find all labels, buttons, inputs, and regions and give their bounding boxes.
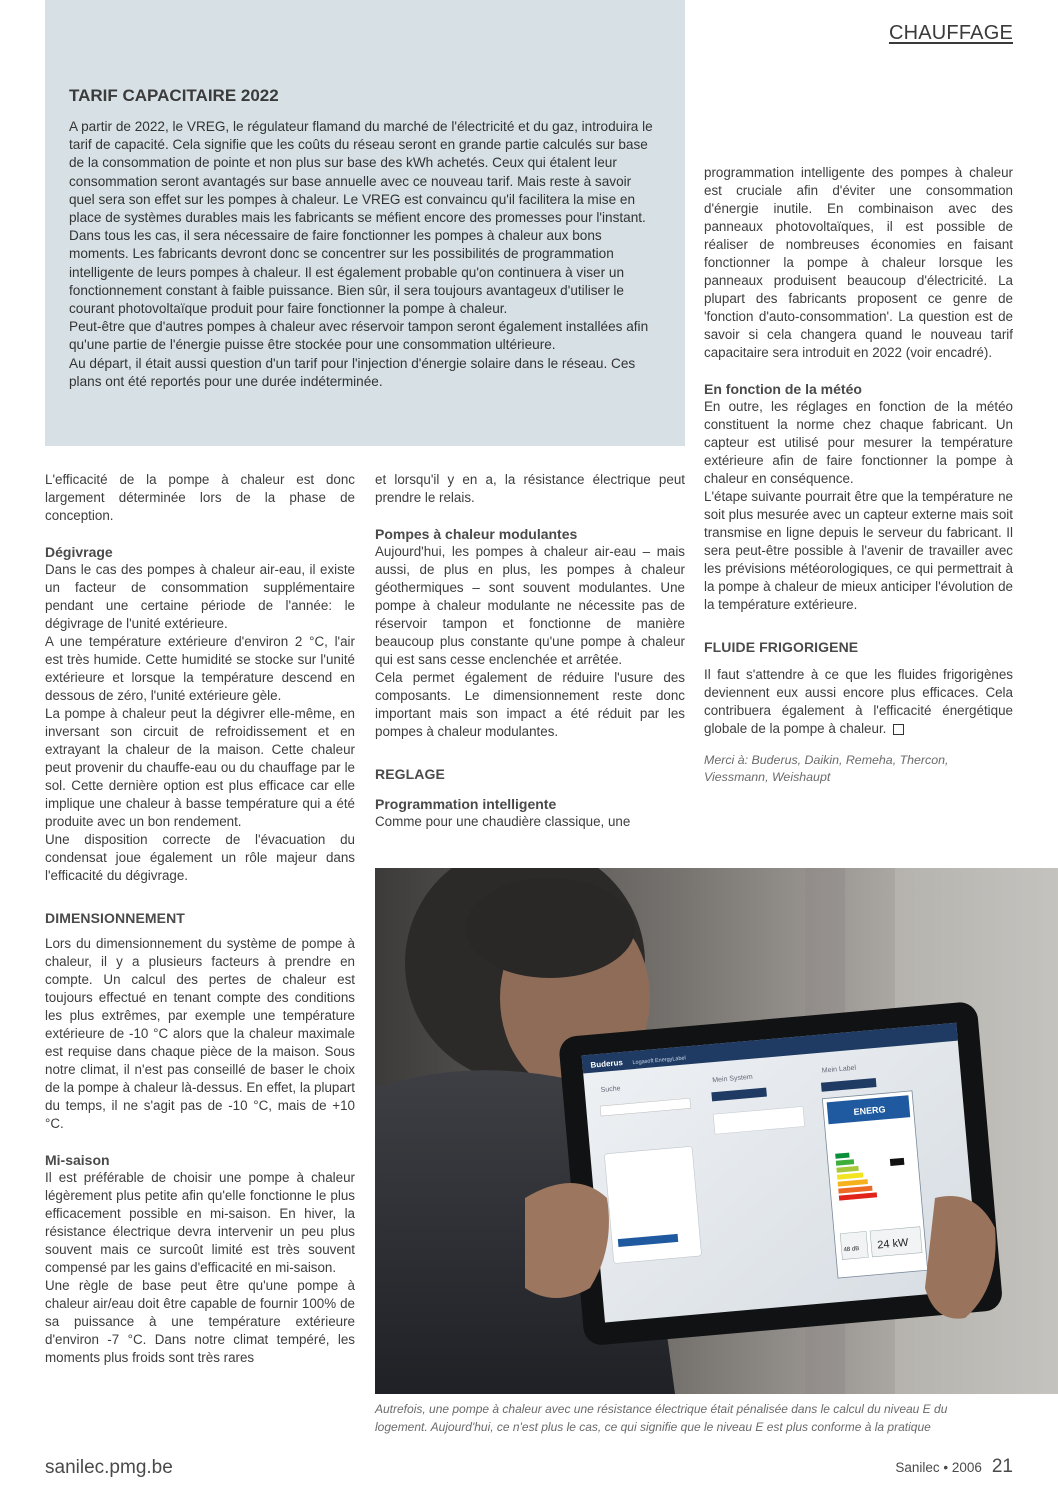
- paragraph: Dans le cas des pompes à chaleur air-eau, il existe un facteur de consommation supplémentaire pendant une certaine période de l'année: le dégivrage de l'unité extérieure.: [45, 562, 355, 631]
- column-middle: [375, 471, 685, 831]
- footer-issue: Sanilec • 2006: [895, 1460, 982, 1475]
- info-box-paragraph: A partir de 2022, le VREG, le régulateur flamand du marché de l'électricité et du gaz, introduira le tarif de capacité. Cela signifie que les coûts du réseau seront en grande partie calculés sur base de la consommation de pointe et non plus sur base des kWh achetés. Ceux qui étalent leur consommation seront avantagés sur base annuelle avec ce nouveau tarif. Mais reste à savoir quel sera son effet sur les pompes à chaleur. Le VREG est convaincu qu'il facilitera la mise en place de systèmes durables mais les fabricants se méfient encore des promesses pour l'instant.: [69, 119, 653, 226]
- paragraph: Comme pour une chaudière classique, une: [375, 814, 631, 829]
- column-left: [45, 471, 355, 1367]
- tablet-photo: [375, 868, 1058, 1394]
- paragraph: et lorsqu'il y en a, la résistance électrique peut prendre le relais.: [375, 472, 685, 505]
- heading-fluide: FLUIDE FRIGORIGENE: [704, 639, 859, 655]
- paragraph: La pompe à chaleur peut la dégivrer elle-même, en inversant son circuit de refroidissement et en extrayant la chaleur de la maison. Cette chaleur peut provenir du chauffe-eau ou du chauffage par le sol. Cette dernière option est plus efficace car elle implique une chaleur à basse température qui a été produite avec un bon rendement.: [45, 706, 355, 829]
- info-box-paragraph: Dans tous les cas, il sera nécessaire de faire fonctionner les pompes à chaleur aux bons moments. Les fabricants devront donc se concentrer sur les possibilités de programmation intelligente de leurs pompes à chaleur. Il est également probable qu'on continuera à viser un fonctionnement constant à faible puissance. Bien sûr, il sera toujours avantageux d'utiliser le courant photovoltaïque produit pour faire fonctionner la pompe à chaleur.: [69, 228, 625, 317]
- end-square-icon: [893, 724, 904, 735]
- paragraph: Il est préférable de choisir une pompe à chaleur légèrement plus petite afin qu'elle fonctionne le plus efficacement possible en mi-saison. En hiver, la résistance électrique devra intervenir un peu plus souvent mais ce surcoût limité est très souvent compensé par les gains d'efficacité en mi-saison.: [45, 1170, 355, 1275]
- noise-value: 48 dB: [843, 1246, 860, 1254]
- paragraph-text: Il faut s'attendre à ce que les fluides frigorigènes deviennent eux aussi encore plus efficaces. Cela contribuera également à l'efficacité énergétique globale de la pompe à chaleur.: [704, 667, 1013, 736]
- subheading-pompes-modulantes: Pompes à chaleur modulantes: [375, 526, 578, 542]
- info-box-paragraph: Peut-être que d'autres pompes à chaleur avec réservoir tampon seront également installées afin qu'une partie de l'énergie puisse être stockée pour une consommation ultérieure.: [69, 319, 649, 353]
- paragraph: Une règle de base peut être qu'une pompe à chaleur air/eau doit être capable de fournir 100% de sa puissance à une température extérieure d'environ -7 °C. Dans notre climat tempéré, les moments plus froids sont très rares: [45, 1278, 355, 1365]
- paragraph: Aujourd'hui, les pompes à chaleur air-eau – mais aussi, de plus en plus, les pompes à chaleur géothermiques – sont souvent modulantes. Une pompe à chaleur modulante ne nécessite pas de réservoir tampon et fonctionne de manière beaucoup plus constante qu'une pompe à chaleur qui est sans cesse enclenchée et arrêtée.: [375, 544, 685, 667]
- paragraph: Une disposition correcte de l'évacuation du condensat joue également un rôle majeur dans l'efficacité du dégivrage.: [45, 832, 355, 883]
- paragraph: programmation intelligente des pompes à chaleur est cruciale afin d'éviter une consommation d'énergie inutile. En combinaison avec des panneaux photovoltaïques, il est possible de réaliser de nombreuses économies en faisant fonctionner la pompe à chaleur lorsque les panneaux produisent beaucoup d'électricité. La plupart des fabricants proposent ce genre de 'fonction d'auto-consommation'. La question est de savoir si cela changera quand le nouveau tarif capacitaire sera introduit en 2022 (voir encadré).: [704, 165, 1013, 360]
- info-box-text: [69, 118, 659, 391]
- panel-suche: Suche: [600, 1085, 621, 1094]
- subheading-programmation: Programmation intelligente: [375, 796, 557, 812]
- subheading-meteo: En fonction de la météo: [704, 381, 862, 397]
- energy-label-word: ENERG: [853, 1104, 886, 1118]
- paragraph: Lors du dimensionnement du système de pompe à chaleur, il y a plusieurs facteurs à prendre en compte. Un calcul des pertes de chaleur est toujours effectué en tenant compte des conditions les plus extrêmes, par exemple une température extérieure de -10 °C alors que la chaleur maximale est requise dans chaque pièce de la maison. Sous notre climat, il n'est pas conseillé de baser le choix de la pompe à chaleur là-dessus. En effet, la plupart du temps, il ne s'agit pas de -10 °C, mais de +10 °C.: [45, 936, 355, 1131]
- footer-info: [895, 1456, 1013, 1478]
- photo-caption: Autrefois, une pompe à chaleur avec une résistance électrique était pénalisée dans le calcul du niveau E du logement. Aujourd'hui, ce n'est plus le cas, ce qui signifie que le niveau E est plus conforme à la pratique: [375, 1402, 948, 1434]
- panel-mein-system: Mein System: [712, 1073, 753, 1085]
- subheading-mi-saison: Mi-saison: [45, 1152, 110, 1168]
- panel-mein-label: Mein Label: [821, 1064, 857, 1075]
- subheading-degivrage: Dégivrage: [45, 544, 113, 560]
- paragraph-fluide: [704, 666, 1013, 738]
- paragraph: L'étape suivante pourrait être que la température ne soit plus mesurée avec un capteur externe mais soit transmise en ligne depuis le serveur du fabricant. Il sera peut-être possible à l'avenir de travailler avec les prévisions météorologiques, ce qui permettrait à la pompe à chaleur de mieux anticiper l'évolution de la température extérieure.: [704, 489, 1013, 612]
- power-value: 24 kW: [876, 1236, 909, 1252]
- acknowledgements: Merci à: Buderus, Daikin, Remeha, Thercon, Viessmann, Weishaupt: [704, 753, 949, 784]
- page-number: 21: [991, 1456, 1013, 1477]
- footer-site-link[interactable]: sanilec.pmg.be: [45, 1457, 173, 1478]
- tablet-photo-art: [375, 868, 1058, 1394]
- column-right: [704, 164, 1013, 786]
- heading-reglage: REGLAGE: [375, 766, 445, 782]
- paragraph: Cela permet également de réduire l'usure des composants. Le dimensionnement reste donc important mais son impact a été réduit par les pompes à chaleur modulantes.: [375, 670, 685, 739]
- section-title: CHAUFFAGE: [888, 22, 1013, 44]
- brand-label: Buderus: [590, 1057, 624, 1070]
- info-box-title: TARIF CAPACITAIRE 2022: [69, 86, 279, 105]
- paragraph: L'efficacité de la pompe à chaleur est donc largement déterminée lors de la phase de conception.: [45, 472, 355, 523]
- heading-dimensionnement: DIMENSIONNEMENT: [45, 910, 185, 926]
- paragraph: En outre, les réglages en fonction de la météo constituent la norme chez chaque fabricant. Un capteur est utilisé pour mesurer la température extérieure afin de faire fonctionner la pompe à chaleur en conséquence.: [704, 399, 1013, 486]
- app-title: Logasoft EnergyLabel: [632, 1055, 687, 1067]
- info-box-paragraph: Au départ, il était aussi question d'un tarif pour l'injection d'énergie solaire dans le réseau. Ces plans ont été reportés pour une durée indéterminée.: [69, 355, 636, 389]
- paragraph: A une température extérieure d'environ 2 °C, l'air est très humide. Cette humidité se stocke sur l'unité extérieure et lorsque la température descend en dessous de zéro, l'unité extérieure gèle.: [45, 634, 355, 703]
